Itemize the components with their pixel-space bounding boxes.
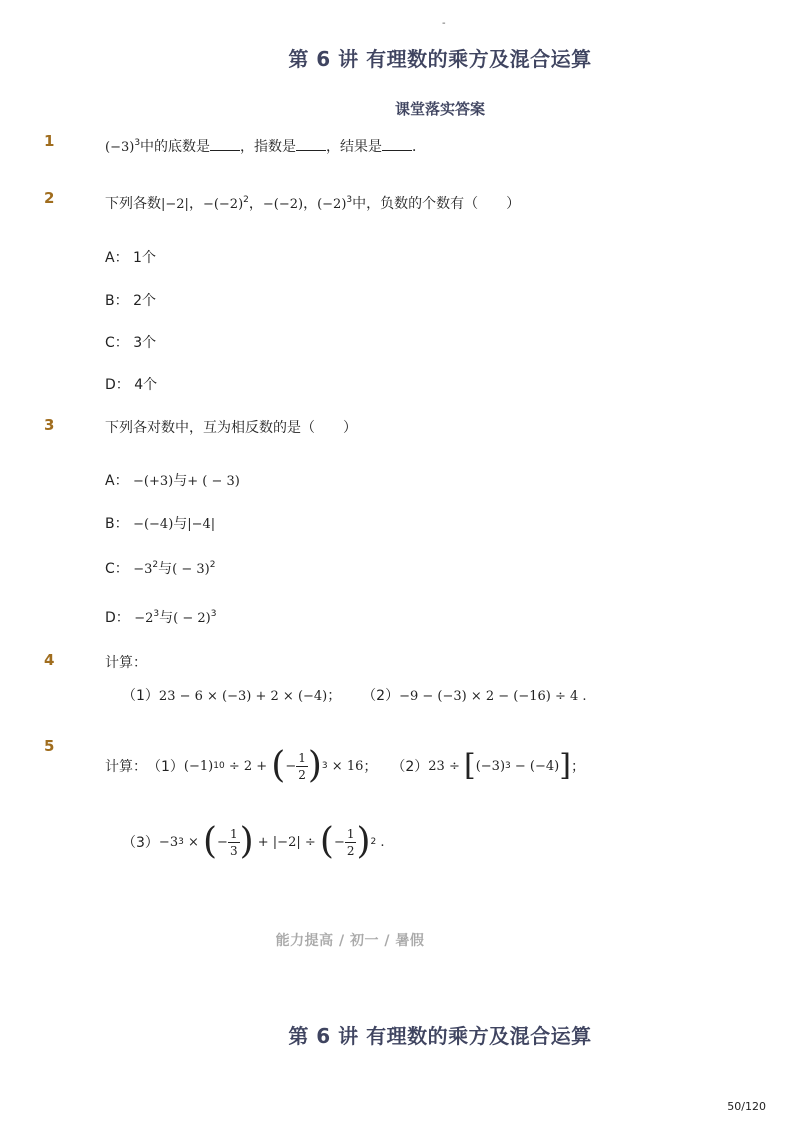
math-expr: −2: [134, 611, 154, 626]
math-exponent: 2: [243, 195, 249, 205]
math-expr: ÷ 2 +: [224, 758, 272, 774]
paren-right: ): [307, 745, 322, 786]
answer-blank: [296, 138, 326, 151]
question-number: 3: [44, 416, 55, 434]
option-text: 4个: [134, 377, 158, 393]
fraction: [296, 752, 308, 781]
math-expr: −3: [158, 834, 179, 850]
math-expr: −: [217, 834, 228, 850]
math-expr: 23 − 6 × (−3) + 2 × (−4): [158, 689, 328, 704]
option-label: A：: [105, 473, 129, 489]
question-4-text: 计算：: [105, 655, 147, 671]
math-expr: (−3): [475, 758, 506, 774]
option-label: D：: [105, 610, 130, 626]
text-segment: 计算：: [105, 759, 147, 775]
text-segment: 与: [159, 610, 174, 626]
text-segment: 中的底数是: [140, 139, 211, 155]
option-text: 3个: [133, 335, 157, 351]
question-5-line1: 计算： （1） (−1) 10 ÷ 2 + ( − $\frac{1}{2}$ ) 3 × 16 ； （2） 23 ÷ [ (−3) 3 − (−4) ] ；: [105, 745, 585, 786]
math-expr: −(−2): [262, 197, 304, 212]
fraction-denominator: 2: [346, 843, 355, 858]
math-expr: ( − 2): [173, 611, 211, 626]
math-expr: × 16: [327, 758, 364, 774]
option-a: [105, 470, 240, 490]
answer-blank: [382, 138, 412, 151]
question-number: 1: [44, 132, 55, 150]
option-b: [105, 513, 215, 533]
math-expr: −(+3): [133, 474, 174, 489]
question-number: 5: [44, 737, 55, 755]
math-base: (−3): [105, 140, 135, 155]
option-a: [105, 247, 156, 267]
text-segment: 下列各数: [105, 196, 161, 212]
fraction-numerator: 1: [346, 826, 355, 841]
math-exponent: 3: [346, 195, 353, 205]
text-segment: 与: [158, 561, 173, 577]
math-expr: |−4|: [187, 517, 216, 532]
paren-left: (: [319, 821, 334, 862]
separator: ；: [327, 688, 342, 704]
fraction-denominator: 3: [229, 843, 238, 858]
part-label: （1）: [122, 688, 159, 704]
option-d: [105, 607, 216, 627]
fraction: [345, 828, 357, 857]
math-expr: −: [333, 834, 345, 850]
math-expr: + |−2| ÷: [253, 834, 320, 850]
math-expr: − (−4): [510, 758, 560, 774]
option-label: D：: [105, 377, 130, 393]
fraction-denominator: 2: [298, 767, 306, 782]
question-3-text: 下列各对数中，互为相反数的是（ ）: [105, 420, 357, 436]
option-text: 2个: [133, 293, 156, 309]
section-subtitle: 课堂落实答案: [394, 100, 485, 118]
math-expr: ( − 3): [172, 562, 210, 577]
math-expr: .: [376, 834, 385, 850]
math-expr: −: [285, 758, 297, 774]
answer-blank: [210, 138, 240, 151]
question-1-text: [105, 136, 426, 156]
text-segment: ．: [412, 139, 427, 155]
question-number: 4: [44, 651, 55, 669]
option-label: A：: [105, 250, 129, 266]
fraction-numerator: 1: [229, 826, 238, 841]
option-b: [105, 290, 156, 310]
option-label: C：: [105, 335, 129, 351]
math-expr: ×: [183, 834, 203, 850]
question-4-parts: [122, 685, 587, 705]
option-c: [105, 332, 156, 352]
option-d: [105, 374, 157, 394]
math-expr: |−2|: [161, 197, 189, 212]
math-expr: −9 − (−3) × 2 − (−16) ÷ 4 .: [399, 689, 587, 704]
math-expr: (−2): [317, 197, 347, 212]
part-label: （3）: [122, 835, 159, 851]
paren-left: (: [203, 821, 218, 862]
question-2-text: [105, 193, 520, 213]
option-text: 1个: [133, 250, 156, 266]
separator: ；: [363, 759, 378, 775]
math-exponent: 3: [153, 609, 160, 619]
bracket-left: [: [463, 748, 476, 783]
paren-left: (: [271, 745, 286, 786]
math-exponent: 3: [134, 138, 141, 148]
math-exponent: 3: [210, 609, 217, 619]
bracket-right: ]: [559, 748, 571, 783]
separator: ；: [570, 759, 585, 775]
text-segment: 与: [173, 473, 188, 489]
text-segment: ，结果是: [326, 139, 383, 155]
part-label: （2）: [362, 688, 400, 704]
question-5-line2: （3） −3 3 × ( − $\frac{1}{3}$ ) + |−2| ÷ ( − $\frac{1}{2}$ ) 2 .: [122, 821, 385, 862]
next-page-title: 第 6 讲 有理数的乘方及混合运算: [288, 1024, 592, 1048]
math-expr: + ( − 3): [187, 474, 240, 489]
page-footer: 能力提高 / 初一 / 暑假: [275, 933, 425, 949]
math-expr: −(−4): [133, 517, 174, 532]
part-label: （1）: [147, 759, 184, 775]
math-expr: (−1): [183, 758, 214, 774]
option-label: C：: [105, 561, 129, 577]
math-expr: −(−2): [202, 197, 244, 212]
math-exponent: 2: [209, 560, 216, 570]
fraction-numerator: 1: [298, 750, 306, 765]
option-c: [105, 558, 215, 578]
page-number: 50/120: [727, 1100, 766, 1113]
fraction: [228, 828, 240, 857]
text-segment: 中，负数的个数有（ ）: [352, 196, 521, 212]
paren-right: ): [239, 821, 254, 862]
page-title: 第 6 讲 有理数的乘方及混合运算: [288, 47, 592, 71]
separator: ，: [248, 196, 263, 212]
question-number: 2: [44, 189, 55, 207]
text-segment: 与: [173, 516, 188, 532]
separator: ，: [303, 196, 318, 212]
text-segment: ，指数是: [240, 139, 297, 155]
part-label: （2）: [391, 759, 429, 775]
math-exponent: 2: [152, 560, 159, 570]
paren-right: ): [356, 821, 371, 862]
header-tick: -: [442, 18, 446, 29]
math-expr: 23 ÷: [428, 758, 464, 774]
math-expr: −3: [133, 562, 153, 577]
separator: ，: [188, 196, 203, 212]
option-label: B：: [105, 293, 129, 309]
option-label: B：: [105, 516, 129, 532]
